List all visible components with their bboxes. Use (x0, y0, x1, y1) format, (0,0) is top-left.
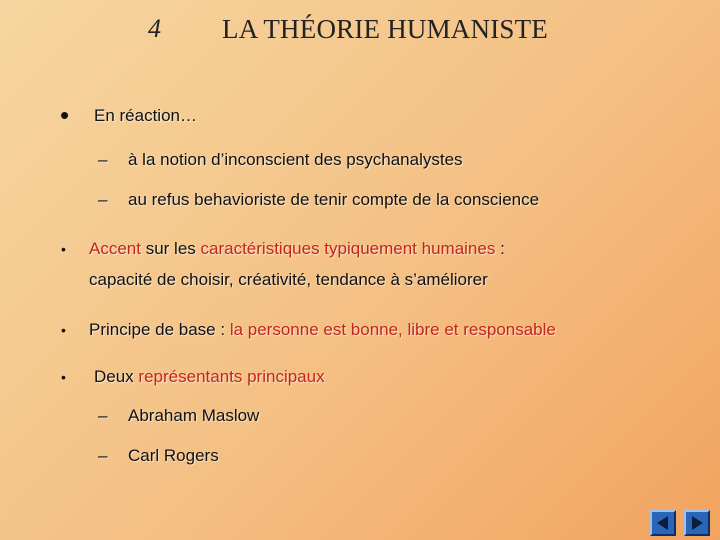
sub-bullet-behavioriste (98, 190, 539, 210)
sub-bullet-text: Carl Rogers (128, 446, 219, 465)
principe-highlight: la personne est bonne, libre et responsable (229, 320, 556, 339)
dash-icon: – (98, 406, 108, 425)
dash-icon: – (98, 150, 108, 169)
bullet-accent (89, 239, 505, 259)
accent-word: Accent (89, 239, 141, 258)
principe-prefix: Principe de base : (89, 320, 230, 339)
representants-highlight: représentants principaux (138, 367, 325, 386)
sub-bullet-inconscient (98, 150, 463, 170)
sub-bullet-maslow (98, 406, 259, 426)
bullet-reaction: En réaction… (94, 106, 197, 125)
bullet-principe (89, 320, 556, 340)
sub-bullet-rogers (98, 446, 219, 466)
slide-title: LA THÉORIE HUMANISTE (222, 14, 548, 44)
bullet-icon: • (60, 100, 70, 130)
accent-highlight: caractéristiques typiquement humaines (200, 239, 496, 258)
previous-slide-button[interactable] (650, 510, 676, 536)
dash-icon: – (98, 446, 108, 465)
accent-line2: capacité de choisir, créativité, tendance à s’améliorer (89, 270, 488, 289)
sub-bullet-text: à la notion d’inconscient des psychanalystes (128, 150, 463, 169)
sub-bullet-text: au refus behavioriste de tenir compte de la conscience (128, 190, 540, 209)
bullet-icon: • (61, 369, 66, 385)
bullet-icon: • (61, 241, 66, 257)
dash-icon: – (98, 190, 108, 209)
bullet-representants (94, 367, 325, 387)
accent-mid: sur les (140, 239, 201, 258)
triangle-right-icon (686, 512, 708, 534)
next-slide-button[interactable] (684, 510, 710, 536)
sub-bullet-text: Abraham Maslow (128, 406, 260, 425)
bullet-icon: • (61, 322, 66, 338)
representants-prefix: Deux (94, 367, 139, 386)
accent-colon: : (495, 239, 505, 258)
triangle-left-icon (652, 512, 674, 534)
slide-number: 4 (148, 14, 161, 43)
